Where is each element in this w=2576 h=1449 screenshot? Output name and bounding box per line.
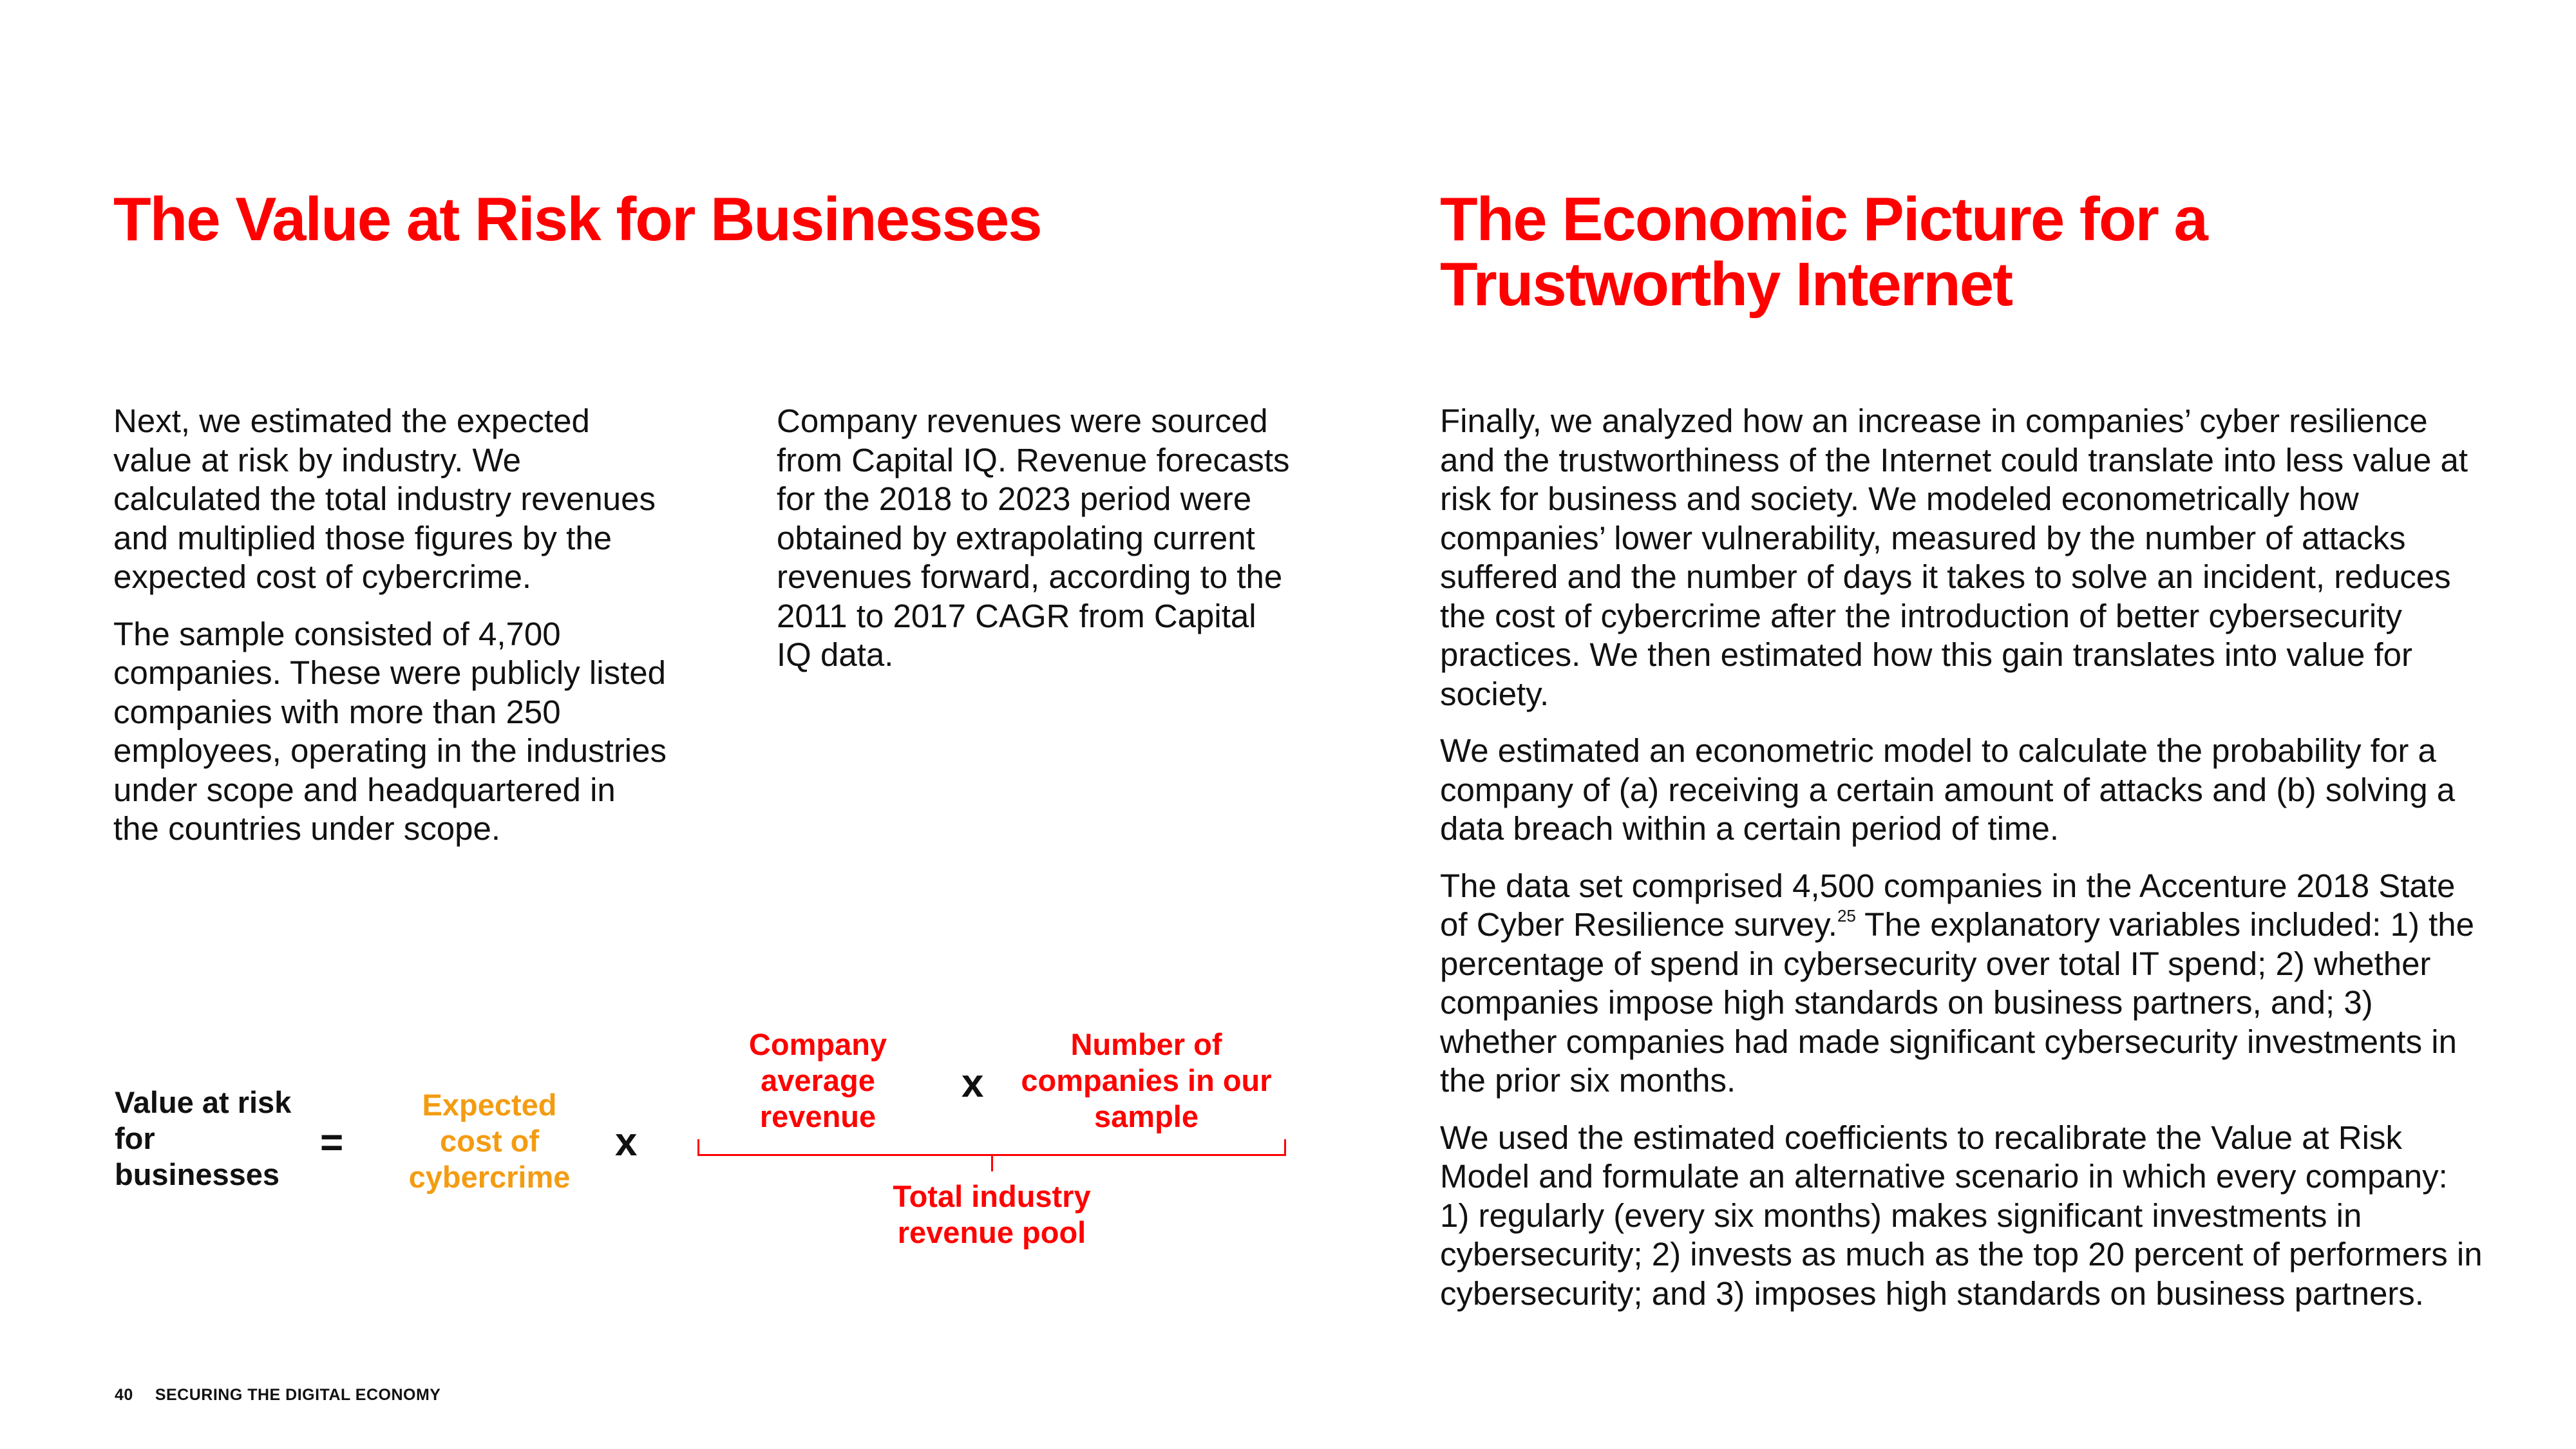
formula-multiply-sign-2: x [961,1061,984,1106]
formula-lhs-line-1: Value at risk [115,1085,292,1119]
right-paragraph-3-end: The explanatory variables included: 1) the percentage of spend in cybersecurity over total IT spend; 2) whether companies impose high standards on business partners, and; 3) whether companies had made significant cybersecurity investments in the prior six months. [1440,906,2475,1099]
right-heading-line-2: Trustworthy Internet [1440,250,2012,319]
formula-expected-cost [386,1087,592,1195]
footnote-marker: 25 [1837,906,1856,925]
right-paragraph-3 [1440,867,2483,1101]
formula-multiply-sign-1: x [615,1120,638,1164]
right-column [1440,402,2483,1313]
right-heading [1440,187,2535,317]
formula-expected-line-2: cost of [439,1124,540,1158]
formula-expected-line-3: cybercrime [408,1160,571,1194]
formula-company-line-2: average [761,1063,875,1097]
formula-company-line-3: revenue [759,1099,876,1133]
formula-lhs-line-3: businesses [115,1157,280,1191]
formula-number-line-2: companies in our [1021,1063,1272,1097]
right-paragraph-4: We used the estimated coefficients to recalibrate the Value at Risk Model and formulate an alternative scenario in which every company: 1) regularly (every six months) makes significant investments in cybersecurity; 2) invests as much as the top 20 percent of performers in cybersecurity; and 3) imposes high standards on business partners. [1440,1119,2483,1312]
left-col1-paragraph-2: The sample consisted of 4,700 companies. These were publicly listed companies with more than 250 employees, operating in the industries under scope and headquartered in the countries under scope. [113,615,667,847]
formula-expected-line-1: Expected [422,1088,557,1122]
right-paragraph-2: We estimated an econometric model to calculate the probability for a company of (a) receiving a certain amount of attacks and (b) solving a data breach within a certain period of time. [1440,732,2456,847]
right-paragraph-1: Finally, we analyzed how an increase in companies’ cyber resilience and the trustworthiness of the Internet could translate into less value at risk for business and society. We modeled econometrically how companies’ lower vulnerability, measured by the number of attacks suffered and the number of days it takes to solve an incident, reduces the cost of cybercrime after the introduction of better cybersecurity practices. We then estimated how this gain translates into value for society. [1440,402,2468,712]
formula-number-line-3: sample [1094,1099,1198,1133]
formula-number-of-companies [1011,1027,1282,1135]
page-number: 40 [115,1386,133,1404]
left-col2-paragraph-1: Company revenues were sourced from Capital IQ. Revenue forecasts for the 2018 to 2023 period were obtained by extrapolating current revenues forward, according to the 2011 to 2017 CAGR from Capital IQ data. [777,402,1290,673]
right-paragraph-3-start: The data set comprised 4,500 companies in the Accenture 2018 State of Cyber Resilience survey. [1440,867,2456,943]
left-col1-paragraph-1: Next, we estimated the expected value at risk by industry. We calculated the total industry revenues and multiplied those figures by the expected cost of cybercrime. [113,402,656,595]
formula-bracket [697,1138,1286,1156]
left-heading: The Value at Risk for Businesses [113,185,1041,254]
formula-total-industry-revenue-pool [863,1179,1121,1251]
page-footer [115,1386,440,1405]
left-column-2 [777,402,1298,675]
right-heading-line-1: The Economic Picture for a [1440,185,2207,254]
formula-total-line-1: Total industry [893,1179,1091,1213]
formula-lhs [115,1084,346,1193]
formula-number-line-1: Number of [1070,1027,1222,1061]
formula-equals-sign: = [320,1121,344,1165]
formula-company-average-revenue [715,1027,921,1135]
formula-total-line-2: revenue pool [897,1215,1086,1249]
formula-lhs-line-2: for [115,1121,155,1155]
footer-title: SECURING THE DIGITAL ECONOMY [155,1386,441,1404]
left-column-1 [113,402,667,849]
formula-company-line-1: Company [748,1027,887,1061]
